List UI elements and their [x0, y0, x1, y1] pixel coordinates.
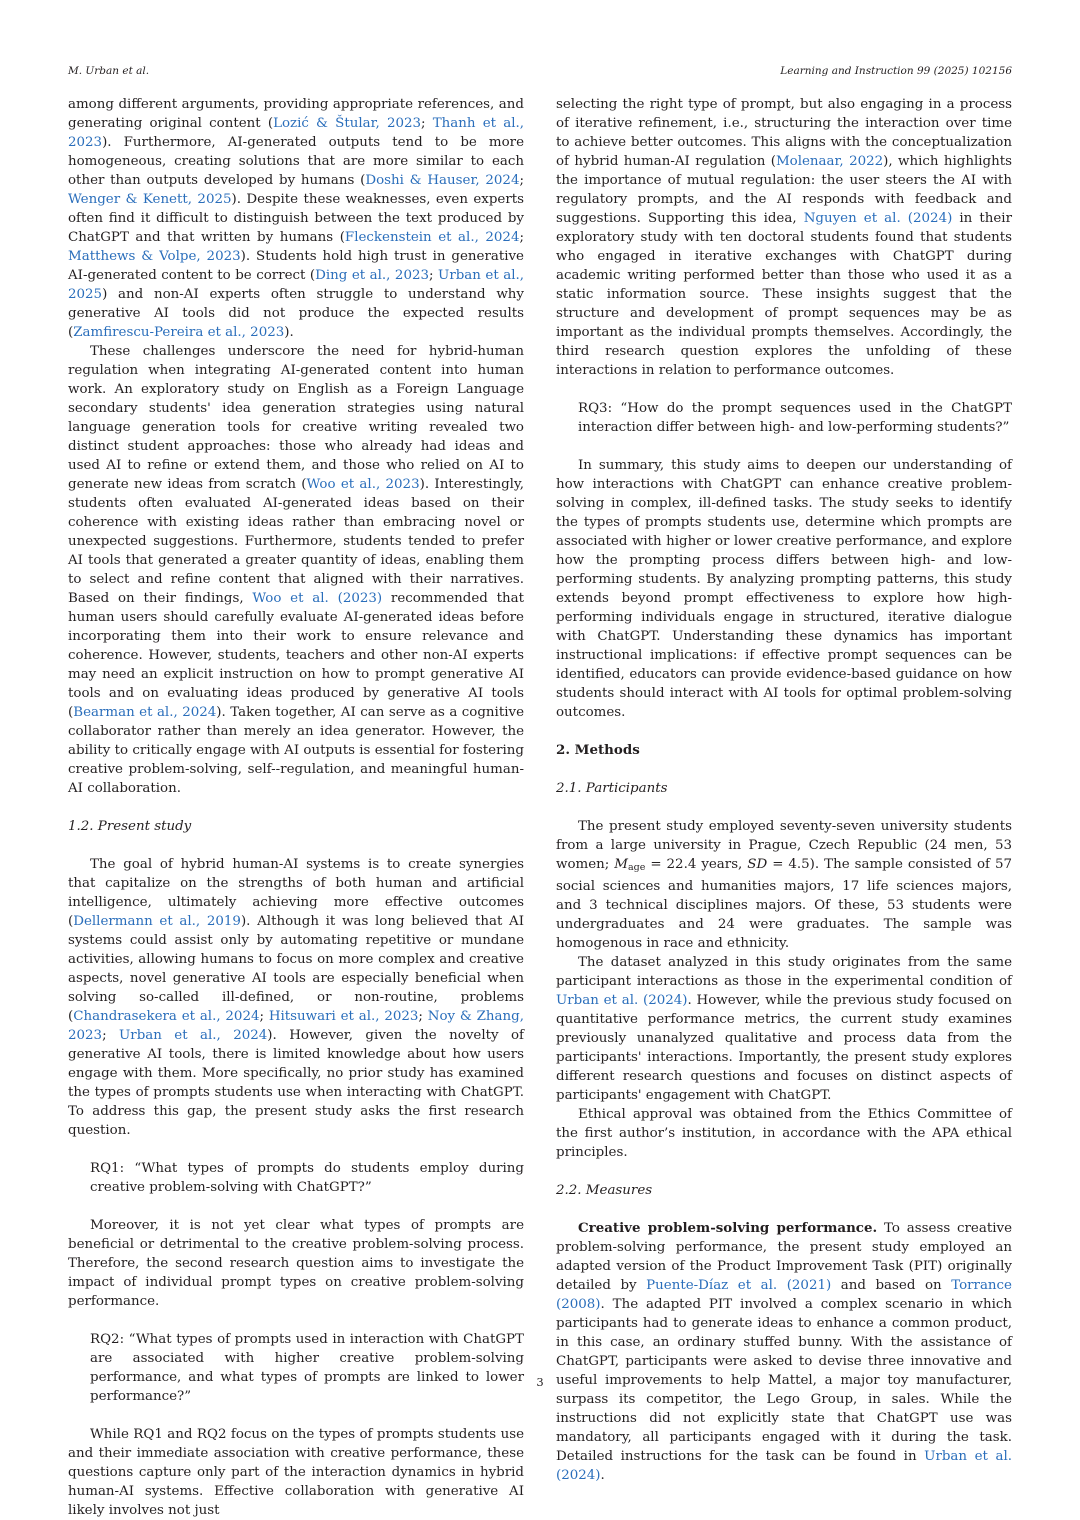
citation-link[interactable]: Matthews & Volpe, 2023: [68, 249, 241, 264]
citation-link[interactable]: Urban et al. (2024): [556, 1449, 1012, 1483]
citation-link[interactable]: Molenaar, 2022: [775, 154, 884, 169]
left-column: [68, 95, 524, 1520]
citation-link[interactable]: Nguyen et al. (2024): [803, 211, 953, 226]
section-heading-present-study: 1.2. Present study: [68, 819, 192, 834]
run-in-heading: Creative problem-solving performance.: [578, 1220, 878, 1236]
citation-link[interactable]: Torrance (2008): [556, 1278, 1012, 1312]
citation-link[interactable]: Fleckenstein et al., 2024: [344, 230, 520, 245]
page-number: 3: [536, 1375, 544, 1389]
citation-link[interactable]: Bearman et al., 2024: [73, 705, 217, 720]
research-question-2: RQ2: “What types of prompts used in interaction with ChatGPT are associated with higher creative problem-solving performance, and what types of prompts are linked to lower performance?”: [90, 1332, 524, 1404]
paragraph: Creative problem-solving performance. To assess creative problem-solving performance, the present study employed an adapted version of the Product Improvement Task (PIT) originally detailed by Puente-Díaz et al. (2021) and based on Torrance (2008). The adapted PIT involved a complex scenario in which participants had to generate ideas to enhance a common product, in this case, an ordinary stuffed bunny. With the assistance of ChatGPT, participants were asked to devise three innovative and useful improvements to help Mattel, a major toy manufacturer, surpass its competitor, the Lego Group, in sales. While the instructions did not explicitly state that ChatGPT use was mandatory, all participants engaged with it during the task. Detailed instructions for the task can be found in Urban et al. (2024).: [556, 1220, 1012, 1483]
citation-link[interactable]: Dellermann et al., 2019: [73, 914, 241, 929]
citation-link[interactable]: Urban et al. (2024): [556, 993, 688, 1008]
paragraph: The goal of hybrid human-AI systems is to create synergies that capitalize on the strengths of both human and artificial intelligence, ultimately achieving more effective outcomes (Dellermann et al., 2019). Although it was long believed that AI systems could assist only by automating repetitive or mundane activities, allowing humans to focus on more complex and creative aspects, novel generative AI tools are especially beneficial when solving so-called ill-defined, or non-routine, problems (Chandrasekera et al., 2024; Hitsuwari et al., 2023; Noy & Zhang, 2023; Urban et al., 2024). However, given the novelty of generative AI tools, there is limited knowledge about how users engage with them. More specifically, no prior study has examined the types of prompts students use when interacting with ChatGPT. To address this gap, the present study asks the first research question.: [68, 857, 524, 1138]
citation-link[interactable]: Lozić & Štular, 2023: [273, 116, 422, 131]
section-heading-participants: 2.1. Participants: [556, 781, 668, 796]
citation-link[interactable]: Puente-Díaz et al. (2021): [646, 1278, 832, 1293]
paragraph: Moreover, it is not yet clear what types of prompts are beneficial or detrimental to the creative problem-solving process. Therefore, the second research question aims to investigate the impact of individual prompt types on creative problem-solving performance.: [68, 1218, 524, 1309]
citation-link[interactable]: Woo et al., 2023: [306, 477, 420, 492]
citation-link[interactable]: Doshi & Hauser, 2024: [365, 173, 520, 188]
paragraph: The present study employed seventy-seven university students from a large university in Prague, Czech Republic (24 men, 53 women; $M_{age} = 22.4$ years, SD = 4.5). The sample consisted of 57 social sciences and humanities majors, 17 life sciences majors, and 3 technical disciplines majors. Of these, 53 students were undergraduates and 24 were graduates. The sample was homogenous in race and ethnicity.: [556, 819, 1012, 951]
citation-link[interactable]: Chandrasekera et al., 2024: [73, 1009, 260, 1024]
right-column: [556, 95, 1012, 1485]
citation-link[interactable]: Noy & Zhang, 2023: [68, 1009, 524, 1043]
citation-link[interactable]: Woo et al. (2023): [252, 591, 383, 606]
citation-link[interactable]: Thanh et al., 2023: [68, 116, 524, 150]
citation-link[interactable]: Urban et al., 2024: [119, 1028, 268, 1043]
running-head-journal: Learning and Instruction 99 (2025) 102156: [780, 65, 1012, 77]
section-heading-measures: 2.2. Measures: [556, 1183, 653, 1198]
paragraph: In summary, this study aims to deepen our understanding of how interactions with ChatGPT can enhance creative problem-solving in complex, ill-defined tasks. The study seeks to identify the types of prompts students use, determine which prompts are associated with higher or lower creative performance, and explore how the prompting process differs between high- and low-performing students. By analyzing prompting patterns, this study extends beyond prompt effectiveness to explore how high-performing individuals engage in structured, iterative dialogue with ChatGPT. Understanding these dynamics has important instructional implications: if effective prompt sequences can be identified, educators can provide evidence-based guidance on how students should interact with AI tools for optimal problem-solving outcomes.: [556, 458, 1012, 720]
paragraph: Ethical approval was obtained from the Ethics Committee of the first author’s institution, in accordance with the APA ethical principles.: [556, 1107, 1012, 1160]
citation-link[interactable]: Urban et al., 2025: [68, 268, 524, 302]
paragraph: selecting the right type of prompt, but also engaging in a process of iterative refinement, i.e., structuring the interaction over time to achieve better outcomes. This aligns with the conceptualization of hybrid human-AI regulation (Molenaar, 2022), which highlights the importance of mutual regulation: the user steers the AI with regulatory prompts, and the AI responds with feedback and suggestions. Supporting this idea, Nguyen et al. (2024) in their exploratory study with ten doctoral students found that students who engaged in iterative exchanges with ChatGPT during academic writing performed better than those who used it as a static information source. These insights suggest that the structure and development of prompt sequences may be as important as the individual prompts themselves. Accordingly, the third research question explores the unfolding of these interactions in relation to performance outcomes.: [556, 97, 1012, 378]
citation-link[interactable]: Wenger & Kenett, 2025: [68, 192, 232, 207]
citation-link[interactable]: Ding et al., 2023: [315, 268, 430, 283]
citation-link[interactable]: Hitsuwari et al., 2023: [268, 1009, 419, 1024]
paragraph: The dataset analyzed in this study originates from the same participant interactions as those in the experimental condition of Urban et al. (2024). However, while the previous study focused on quantitative performance metrics, the current study examines previously unanalyzed qualitative and process data from the participants' interactions. Importantly, the present study explores different research questions and focuses on distinct aspects of participants' engagement with ChatGPT.: [556, 955, 1012, 1103]
citation-link[interactable]: Zamfirescu-Pereira et al., 2023: [73, 325, 285, 340]
section-heading-methods: 2. Methods: [556, 742, 640, 758]
paragraph: These challenges underscore the need for hybrid-human regulation when integrating AI-generated content into human work. An exploratory study on English as a Foreign Language secondary students' idea generation strategies using natural language generation tools for creative writing revealed two distinct student approaches: those who already had ideas and used AI to refine or extend them, and those who relied on AI to generate new ideas from scratch (Woo et al., 2023). Interestingly, students often evaluated AI-generated ideas based on their coherence with existing ideas rather than embracing novel or unexpected suggestions. Furthermore, students tended to prefer AI tools that generated a greater quantity of ideas, enabling them to select and refine content that aligned with their narratives. Based on their findings, Woo et al. (2023) recommended that human users should carefully evaluate AI-generated ideas before incorporating them into their work to ensure relevance and coherence. However, students, teachers and other non-AI experts may need an explicit instruction on how to prompt generative AI tools and on evaluating ideas produced by generative AI tools (Bearman et al., 2024). Taken together, AI can serve as a cognitive collaborator rather than merely an idea generator. However, the ability to critically engage with AI outputs is essential for fostering creative problem-solving, self--regulation, and meaningful human-AI collaboration.: [68, 344, 524, 796]
research-question-3: RQ3: “How do the prompt sequences used in the ChatGPT interaction differ between high- and low-performing students?”: [578, 401, 1012, 435]
paragraph: among different arguments, providing appropriate references, and generating original content (Lozić & Štular, 2023; Thanh et al., 2023). Furthermore, AI-generated outputs tend to be more homogeneous, creating solutions that are more similar to each other than outputs developed by humans (Doshi & Hauser, 2024; Wenger & Kenett, 2025). Despite these weaknesses, even experts often find it difficult to distinguish between the text produced by ChatGPT and that written by humans (Fleckenstein et al., 2024; Matthews & Volpe, 2023). Students hold high trust in generative AI-generated content to be correct (Ding et al., 2023; Urban et al., 2025) and non-AI experts often struggle to understand why generative AI tools did not produce the expected results (Zamfirescu-Pereira et al., 2023).: [68, 97, 524, 340]
paragraph: While RQ1 and RQ2 focus on the types of prompts students use and their immediate association with creative performance, these questions capture only part of the interaction dynamics in hybrid human-AI systems. Effective collaboration with generative AI likely involves not just: [68, 1427, 524, 1518]
running-head-authors: M. Urban et al.: [68, 65, 150, 77]
research-question-1: RQ1: “What types of prompts do students employ during creative problem-solving with ChatGPT?”: [90, 1161, 524, 1195]
